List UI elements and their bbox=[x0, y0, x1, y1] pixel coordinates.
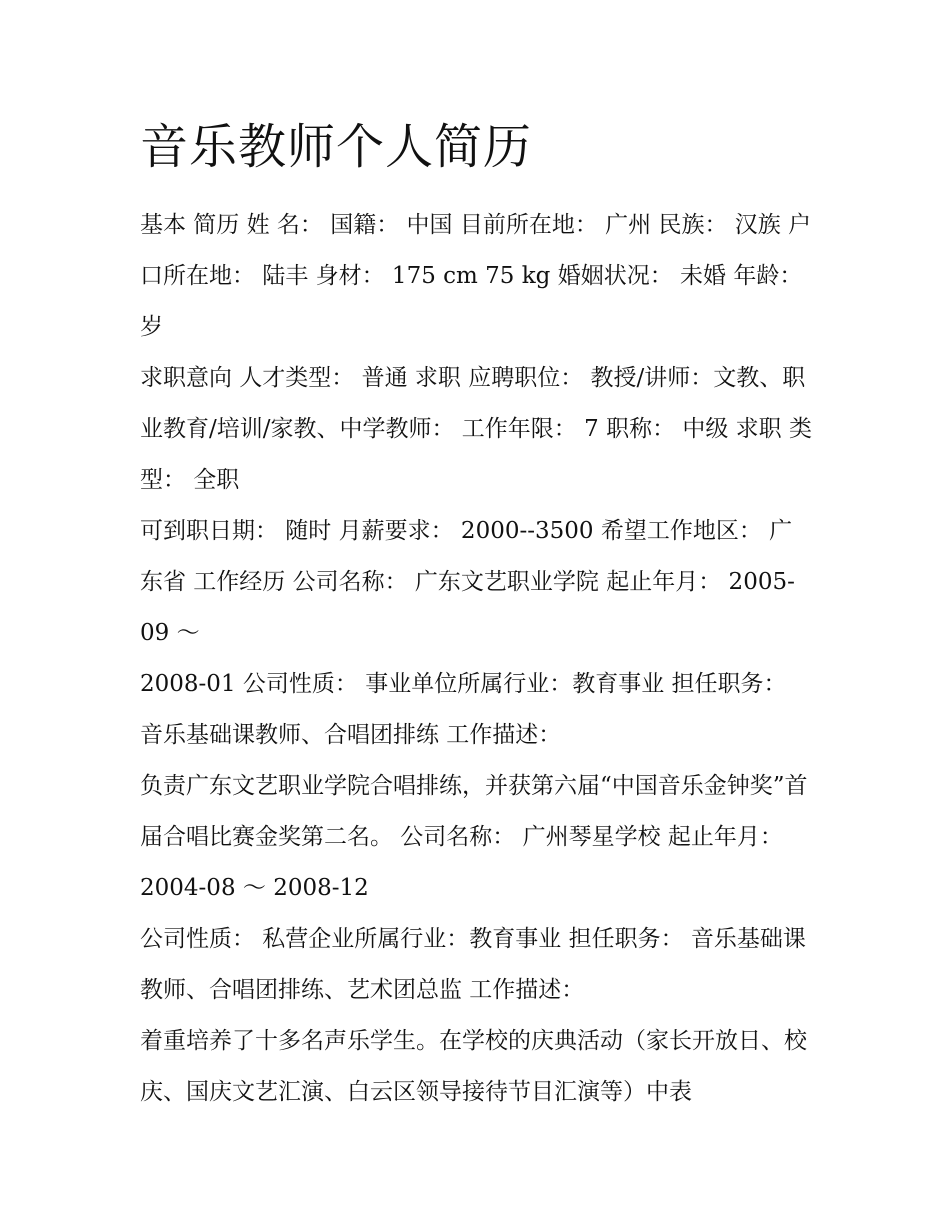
paragraph-company-2-description: 着重培养了十多名声乐学生。在学校的庆典活动（家长开放日、校庆、国庆文艺汇演、白云区领导接待节目汇演等）中表 bbox=[140, 1028, 807, 1105]
paragraph-company-1-description: 负责广东文艺职业学院合唱排练，并获第六届“中国音乐金钟奖”首届合唱比赛金奖第二名。 公司名称： 广州琴星学校 起止年月：2004-08 ～ 2008-12 bbox=[140, 773, 808, 901]
paragraph-company-1-details: 2008-01 公司性质： 事业单位所属行业：教育事业 担任职务： 音乐基础课教师、合唱团排练 工作描述： bbox=[140, 671, 787, 748]
paragraph-company-2-details: 公司性质： 私营企业所属行业：教育事业 担任职务： 音乐基础课教师、合唱团排练、艺术团总监 工作描述： bbox=[140, 926, 806, 1003]
paragraph-availability-experience: 可到职日期： 随时 月薪要求： 2000--3500 希望工作地区： 广东省 工作经历 公司名称： 广东文艺职业学院 起止年月： 2005-09 ～ bbox=[140, 518, 795, 646]
document-title: 音乐教师个人简历 bbox=[140, 119, 533, 175]
paragraph-basic-info: 基本 简历 姓 名： 国籍： 中国 目前所在地： 广州 民族： 汉族 户口所在地： 陆丰 身材： 175 cm 75 kg 婚姻状况： 未婚 年龄： 岁 bbox=[140, 212, 812, 340]
paragraph-job-intent: 求职意向 人才类型： 普通 求职 应聘职位： 教授/讲师：文教、职业教育/培训/家教、中学教师： 工作年限： 7 职称： 中级 求职 类型： 全职 bbox=[140, 365, 812, 493]
document-body bbox=[140, 112, 812, 1118]
